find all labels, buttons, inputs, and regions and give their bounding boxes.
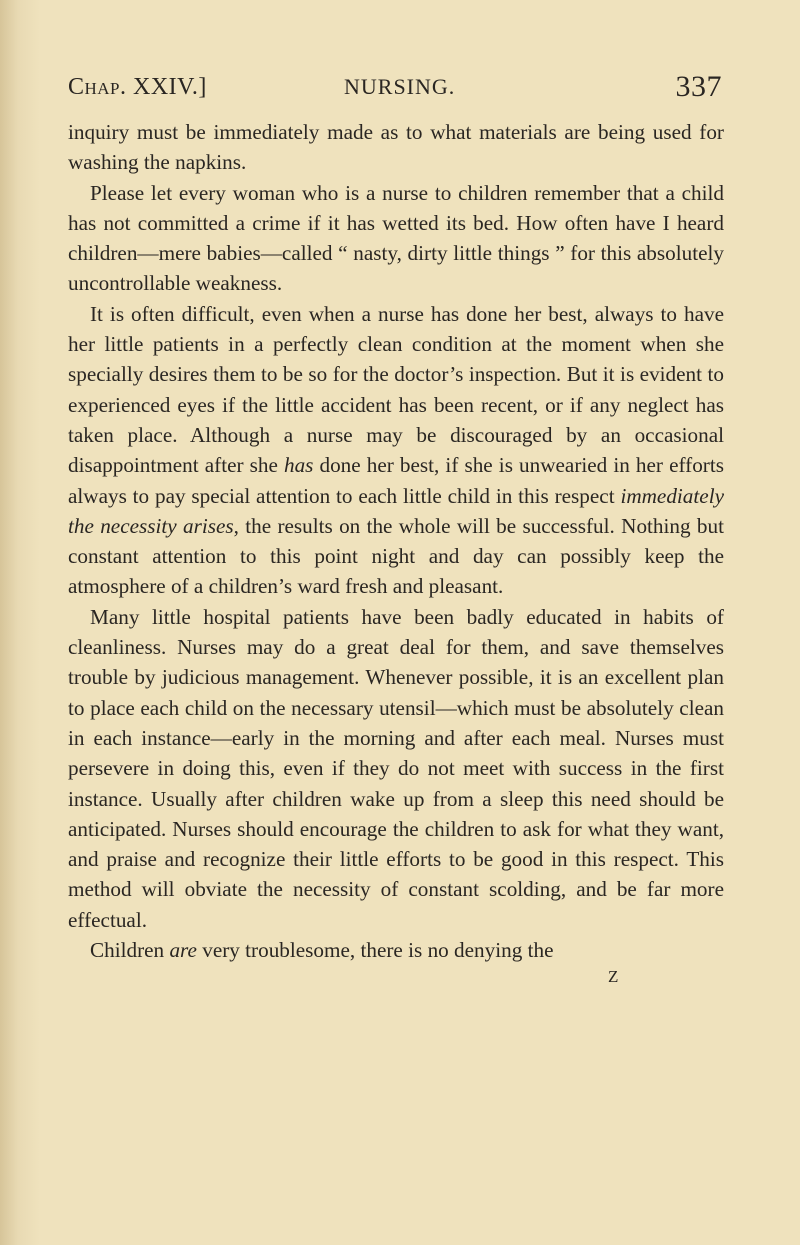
text-run: done her best, if she is unwearied in her efforts always to pay special attention to each little child in this respect xyxy=(68,453,724,508)
text-run: , the results on the whole will be successful. Nothing but constant attention to this point night and day can possibly keep the atmosphere of a children’s ward fresh and pleasant. xyxy=(68,513,724,599)
body-text xyxy=(68,117,724,965)
text-run: inquiry must be immediately made as to what materials are being used for washing the napkins. xyxy=(68,120,724,175)
text-run: Many little hospital patients have been badly educated in habits of cleanliness. Nurses may do a great deal for them, and save themselves trouble by judicious management. Whenever possible, it is an excellent plan to place each child on the necessary utensil—which must be absolutely clean in each instance—early in the morning and after each meal. Nurses must persevere in doing this, even if they do not meet with success in the first instance. Usually after children wake up from a sleep this need should be anticipated. Nurses should encourage the children to ask for what they want, and praise and recognize their little efforts to be good in this respect. This method will obviate the necessity of constant scolding, and be far more effectual. xyxy=(68,604,724,932)
paragraph xyxy=(68,178,724,299)
italic-text-run: has xyxy=(283,453,314,478)
text-run: very troublesome, there is no denying the xyxy=(196,938,554,963)
italic-text-run: are xyxy=(169,938,197,963)
page-number: 337 xyxy=(675,70,722,103)
italic-text-run: immediately the necessity arises xyxy=(68,483,724,538)
chapter-label: Chap. XXIV.] xyxy=(68,74,207,100)
text-run: Children xyxy=(90,938,170,963)
paragraph xyxy=(68,117,724,178)
signature-mark: Z xyxy=(608,967,620,986)
paragraph xyxy=(68,602,724,935)
text-run: Please let every woman who is a nurse to children remember that a child has not committed a crime if it has wetted its bed. How often have I heard children—mere babies—called “ nasty, dirty little things ” for this absolutely uncontrollable weakness. xyxy=(68,180,724,296)
text-run: It is often difficult, even when a nurse has done her best, always to have her little patients in a perfectly clean condition at the moment when she specially desires them to be so for the doctor’s inspection. But it is evident to experienced eyes if the little accident has been recent, or if any neglect has taken place. Although a nurse may be discouraged by an occasional disappointment after she xyxy=(68,301,724,478)
running-head xyxy=(68,70,722,110)
paragraph xyxy=(68,299,724,602)
running-title: NURSING. xyxy=(344,74,456,99)
paragraph xyxy=(68,935,724,965)
